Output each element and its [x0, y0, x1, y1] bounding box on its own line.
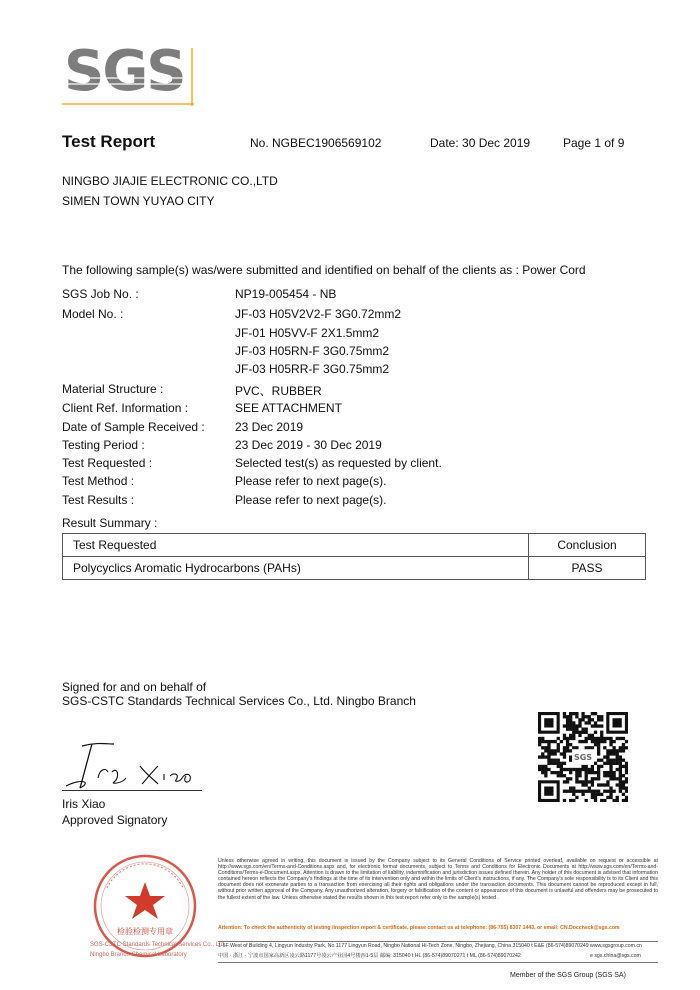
client-ref-label: Client Ref. Information :	[62, 401, 189, 415]
results-label: Test Results :	[62, 493, 135, 507]
address-chinese: 中国 · 浙江 · 宁波市国家高新区凌云路1177号凌云产业园4号楼西1-5层 邮编: 315040 t HL (86-574)89070271 t ML (86-574)89070242	[218, 953, 521, 959]
client-ref-value: SEE ATTACHMENT	[235, 401, 342, 415]
report-number: No. NGBEC1906569102	[250, 136, 382, 150]
client-address: SIMEN TOWN YUYAO CITY	[62, 194, 215, 208]
header-test-requested: Test Requested	[63, 534, 529, 557]
cell-test: Polycyclics Aromatic Hydrocarbons (PAHs)	[63, 557, 529, 580]
sgs-member-note: Member of the SGS Group (SGS SA)	[510, 972, 626, 979]
model-value: JF-03 H05RR-F 3G0.75mm2	[235, 362, 390, 376]
job-value: NP19-005454 - NB	[235, 287, 337, 301]
job-label: SGS Job No. :	[62, 287, 139, 301]
seal-caption-2: Ningbo Branch Chemical Laboratory	[90, 952, 187, 958]
period-value: 23 Dec 2019 - 30 Dec 2019	[235, 438, 382, 452]
svg-text:检验检测专用章: 检验检测专用章	[117, 927, 173, 936]
model-value: JF-03 H05V2V2-F 3G0.72mm2	[235, 307, 402, 321]
method-value: Please refer to next page(s).	[235, 474, 387, 488]
authenticity-notice: Attention: To check the authenticity of testing /inspection report & certificate, please contact us at telephone: (86-755) 8307 1443, or email: CN.Doccheck@sgs.com	[218, 925, 620, 931]
model-label: Model No. :	[62, 307, 124, 321]
requested-value: Selected test(s) as requested by client.	[235, 456, 442, 470]
email-link[interactable]: e sgs.china@sgs.com	[590, 953, 641, 959]
requested-label: Test Requested :	[62, 456, 153, 470]
table-header-row	[63, 534, 646, 557]
model-value: JF-03 H05RN-F 3G0.75mm2	[235, 344, 390, 358]
method-label: Test Method :	[62, 474, 135, 488]
material-value: PVC、RUBBER	[235, 384, 322, 398]
footer-divider	[218, 941, 658, 942]
received-label: Date of Sample Received :	[62, 420, 205, 434]
cell-conclusion: PASS	[529, 557, 646, 580]
report-date: Date: 30 Dec 2019	[430, 136, 531, 150]
laboratory-seal	[85, 848, 205, 966]
result-summary-table	[62, 533, 646, 580]
received-value: 23 Dec 2019	[235, 420, 304, 434]
table-row	[63, 557, 646, 580]
address-english: 1-5F West of Building 4, Lingyun Industry Park, No.1177 Lingyun Road, Ningbo National Hi-Tech Zone, Ningbo, Zhejiang, China 315040 t E&E (86-574)89070249	[218, 943, 589, 949]
signatory-role: Approved Signatory	[62, 813, 168, 827]
material-label: Material Structure :	[62, 382, 164, 396]
report-title: Test Report	[62, 132, 156, 151]
sgs-logo	[62, 38, 202, 108]
page-number: Page 1 of 9	[563, 136, 625, 150]
svg-text:SGS: SGS	[64, 39, 185, 104]
intro-statement: The following sample(s) was/were submitted and identified on behalf of the clients as : Power Cord	[62, 263, 586, 277]
website-link[interactable]: www.sgsgroup.com.cn	[590, 943, 642, 949]
verification-qr-code[interactable]	[538, 712, 628, 802]
footer-bottom-divider	[218, 962, 658, 963]
results-value: Please refer to next page(s).	[235, 493, 387, 507]
signature-line	[62, 790, 202, 791]
signoff-line1: Signed for and on behalf of	[62, 680, 207, 694]
seal-caption-1: SGS-CSTC Standards Technical Services Co., Ltd.	[90, 942, 226, 948]
qr-logo-label: SGS	[573, 752, 593, 762]
handwritten-signature	[62, 738, 212, 794]
signoff-line2: SGS-CSTC Standards Technical Services Co., Ltd. Ningbo Branch	[62, 694, 416, 708]
client-name: NINGBO JIAJIE ELECTRONIC CO.,LTD	[62, 174, 278, 188]
period-label: Testing Period :	[62, 438, 145, 452]
terms-text: Unless otherwise agreed in writing, this document is issued by the Company subject to its General Conditions of Service printed overleaf, available on request or accessible at http://www.sgs.com/en/Terms-and-Conditions.aspx and, for electronic format documents, subject to Terms and Conditions for Electronic Documents at http://www.sgs.com/en/Terms-and-Conditions/Terms-e-Document.aspx. Attention is drawn to the limitation of liability, indemnification and jurisdiction issues defined therein. Any holder of this document is advised that information contained hereon reflects the Company's findings at the time of its intervention only and within the limits of Client's instructions, if any. The Company's sole responsibility is to its Client and this document does not exonerate parties to a transaction from exercising all their rights and obligations under the transaction documents. This document cannot be reproduced except in full, without prior written approval of the Company. Any unauthorized alteration, forgery or falsification of the content or appearance of this document is unlawful and offenders may be prosecuted to the fullest extent of the law. Unless otherwise stated the results shown in this test report refer only to the sample(s) tested .	[218, 858, 658, 901]
result-summary-label: Result Summary :	[62, 516, 158, 530]
header-conclusion: Conclusion	[529, 534, 646, 557]
signatory-name: Iris Xiao	[62, 797, 106, 811]
model-value: JF-01 H05VV-F 2X1.5mm2	[235, 326, 380, 340]
